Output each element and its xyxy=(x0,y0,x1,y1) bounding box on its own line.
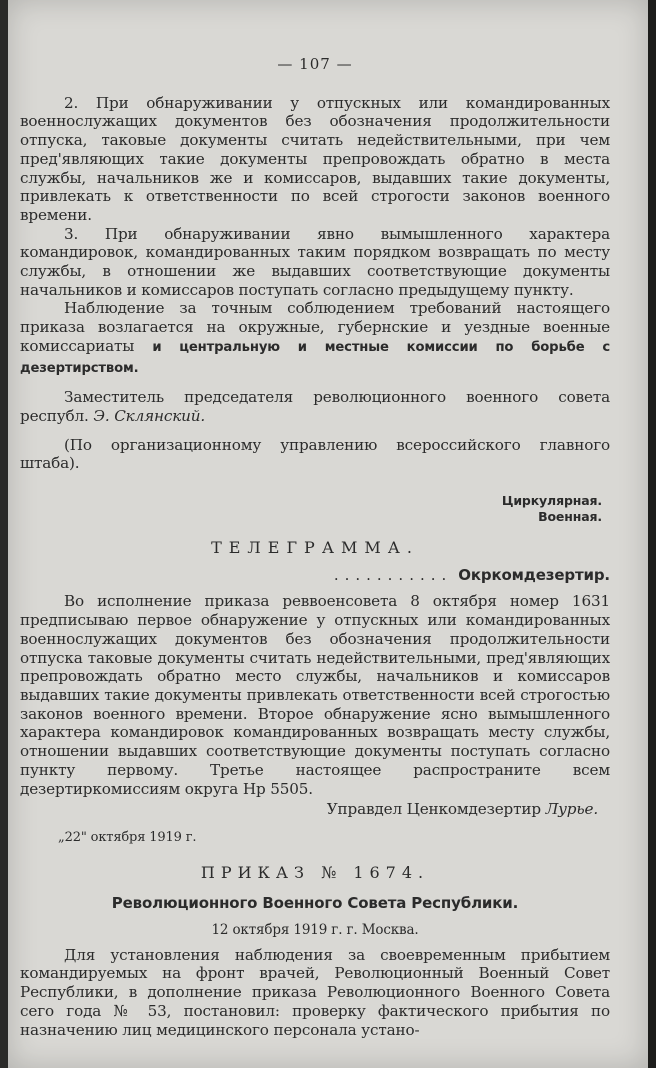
paragraph-2: 2. При обнаруживании у отпускных или командированных военнослужащих документов без обозначения продолжительности отпуска, таковые документы считать недействительными, при чем пред'являющих такие документы препровождать обратно в места службы, начальников же и комиссаров, выдавших такие документы, привлекать к ответственности по всей строгости законов военного времени. xyxy=(20,93,610,224)
telegram-classification xyxy=(20,493,610,525)
telegram-body: Во исполнение приказа реввоенсовета 8 октября номер 1631 предписываю первое обнаружение у отпускных или командированных военнослужащих документов без обозначения продолжительности отпуска таковые документы считать недействительными, пред'являющих препровождать обратно место службы, начальников и комиссаров выдавших такие документы привлекать ответственности всей строгостью законов военного времени. Второе обнаружение ясно вымышленного характера командировок командированных возвращать месту службы, отношении выдавших соответствующие документы поступать согласно пункту первому. Третье настоящее распространите всем дезертиркомиссиям округа Нр 5505. xyxy=(20,592,610,798)
deputy-name: Э. Склянский. xyxy=(93,406,206,425)
observation-paragraph xyxy=(20,299,610,378)
observation-bold-text: и центральную и местные комиссии по борьбе с дезертирством. xyxy=(20,339,610,376)
deputy-signature-line xyxy=(20,388,610,425)
source-note: (По организационному управлению всероссийского главного штаба). xyxy=(20,435,610,473)
telegram-addressee-line xyxy=(20,566,610,585)
addressee: Окркомдезертир. xyxy=(458,565,610,584)
order-place-date: 12 октября 1919 г. г. Москва. xyxy=(211,922,419,939)
signature-name: Лурье. xyxy=(545,800,598,819)
document-page xyxy=(8,0,648,1068)
order-body: Для установления наблюдения за своевременным прибытием командируемых на фронт врачей, Революционный Военный Совет Республики, в дополнение приказа Революционного Военного Совета сего года № 53, постановил: проверку фактического прибытия по назначению лиц медицинского персонала устано- xyxy=(20,945,610,1039)
military-label: Военная. xyxy=(538,509,602,525)
page-number: — 107 — xyxy=(277,55,353,73)
telegram-signature xyxy=(20,800,610,819)
order-title: ПРИКАЗ № 1674. xyxy=(200,862,430,882)
signature-title: Управдел Ценкомдезертир xyxy=(326,800,541,819)
telegram-date: „22" октября 1919 г. xyxy=(58,829,197,845)
page-content xyxy=(20,55,610,1039)
deputy-title: Заместитель председателя революционного военного совета республ. xyxy=(20,388,610,425)
circular-label: Циркулярная. xyxy=(501,493,602,509)
order-organization: Революционного Военного Совета Республики. xyxy=(111,894,519,913)
addressee-dots: ........... xyxy=(333,565,453,584)
telegram-title: ТЕЛЕГРАММА. xyxy=(211,538,419,558)
observation-main-text: Наблюдение за точным соблюдением требований настоящего приказа возлагается на окружные, губернские и уездные военные комиссариаты xyxy=(20,299,610,355)
paragraph-3: 3. При обнаруживании явно вымышленного характера командировок, командированных таким порядком возвращать по месту службы, в отношении же выдавших соответствующие документы начальников и комиссаров поступать согласно предыдущему пункту. xyxy=(20,224,610,299)
scan-edge xyxy=(648,0,656,1068)
